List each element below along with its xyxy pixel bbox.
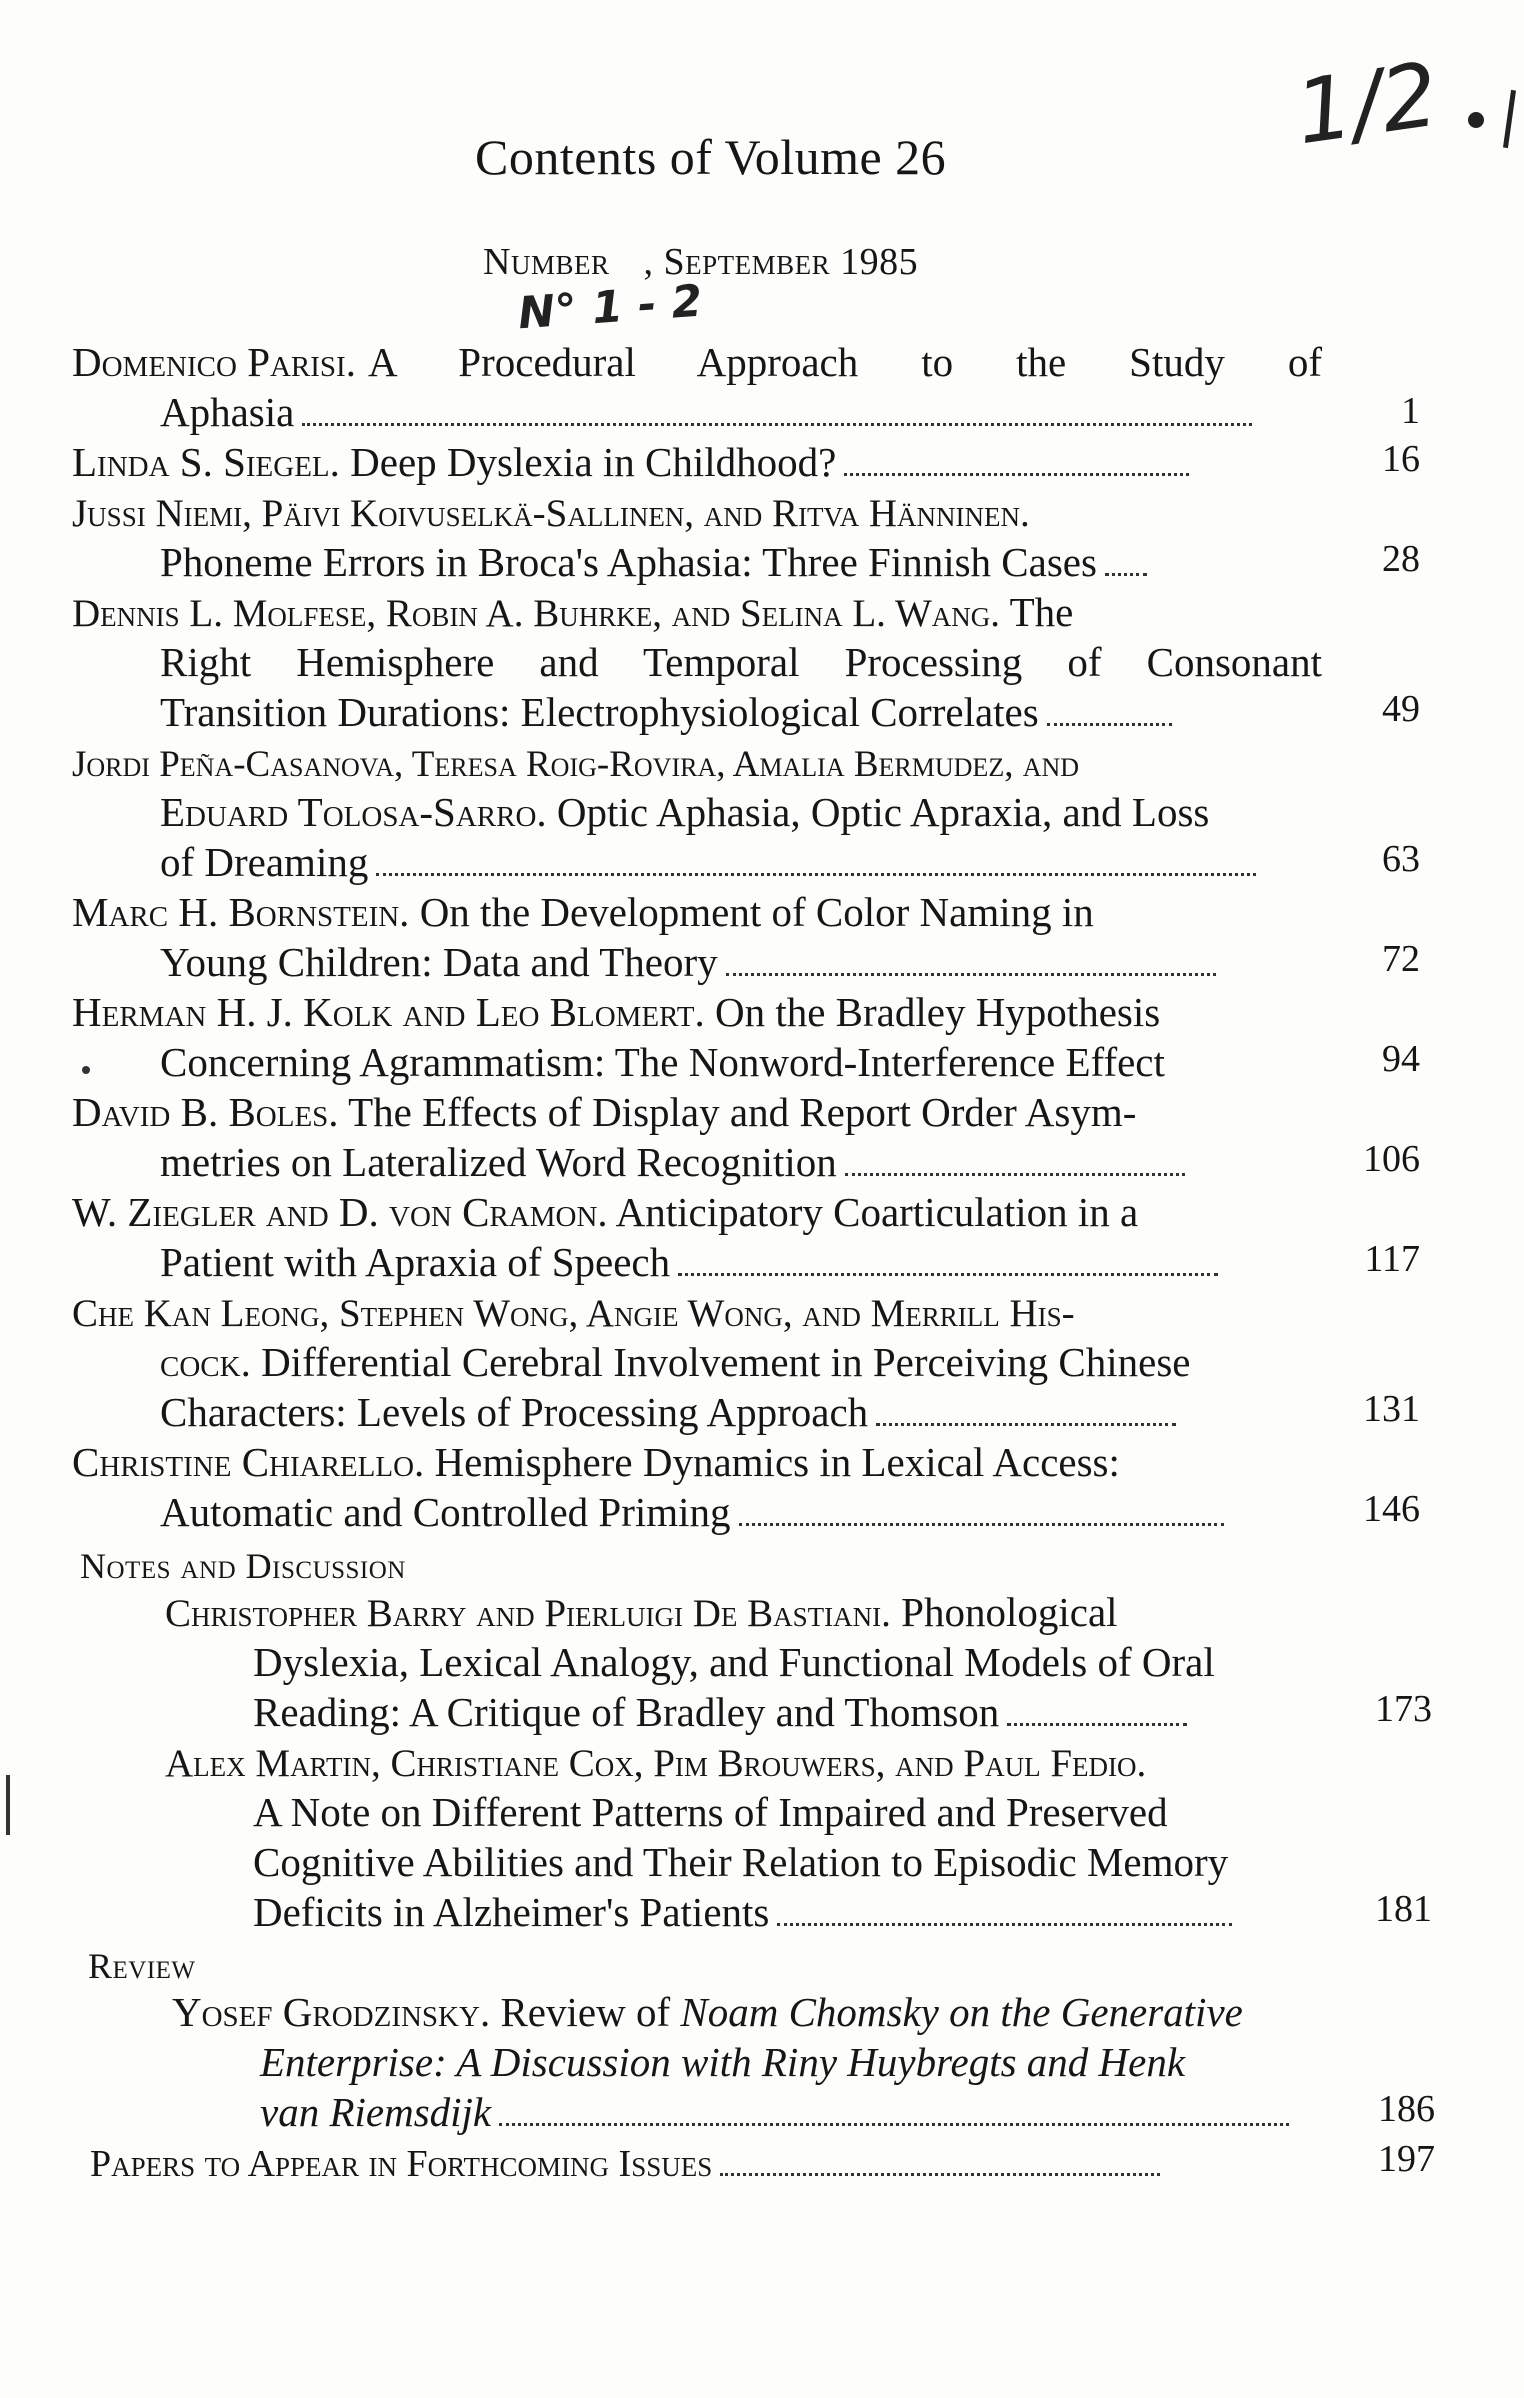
entry-page: 106 [1363,1138,1420,1180]
entry-title: Characters: Levels of Processing Approach [160,1389,869,1435]
entry-title: Reading: A Critique of Bradley and Thomson [253,1689,1000,1735]
entry-authors: Christine Chiarello. [72,1439,425,1485]
entry-page: 1 [1401,390,1420,432]
entry-authors: W. Ziegler and D. von Cramon. [72,1189,608,1235]
toc-entry[interactable] [172,1987,1337,2137]
entry-authors: Che Kan Leong, Stephen Wong, Angie Wong, and Merrill His- [72,1292,1075,1335]
toc-entry[interactable] [165,1737,1330,1937]
entry-authors: David B. Boles. [72,1089,339,1135]
entry-authors: Eduard Tolosa-Sarro. [160,789,547,835]
entry-page: 63 [1382,838,1420,880]
entry-title: Dyslexia, Lexical Analogy, and Functional Models of Oral [253,1639,1215,1685]
entry-authors: Papers to Appear in Forthcoming Issues [90,2143,713,2185]
margin-mark [6,1775,10,1835]
entry-title: A Note on Different Patterns of Impaired and Preserved [253,1789,1168,1835]
handwritten-stroke [1503,90,1516,148]
entry-title: On the Development of Color Naming in [419,889,1094,935]
toc-entry[interactable] [72,1287,1322,1437]
toc-entry[interactable] [90,2137,1335,2187]
toc-entry[interactable] [72,337,1322,437]
toc-entry[interactable] [165,1587,1330,1737]
page-title: Contents of Volume 26 [475,129,947,185]
entry-title: Optic Aphasia, Optic Apraxia, and Loss [556,789,1210,835]
entry-authors: Alex Martin, Christiane Cox, Pim Brouwers, and Paul Fedio. [165,1742,1147,1785]
entry-page: 16 [1382,438,1420,480]
issue-label: Number [483,241,610,283]
entry-page: 94 [1382,1038,1420,1080]
toc-entry[interactable] [72,887,1322,987]
entry-page: 173 [1375,1688,1432,1730]
toc-entry[interactable] [72,1437,1322,1537]
entry-title: Concerning Agrammatism: The Nonword-Interference Effect [160,1039,1165,1085]
entry-page: 197 [1378,2138,1435,2180]
entry-page: 117 [1364,1238,1420,1280]
issue-date: , September 1985 [643,241,919,283]
entry-title: Automatic and Controlled Priming [160,1489,731,1535]
entry-page: 28 [1382,538,1420,580]
entry-title: Noam Chomsky on the Generative [680,1989,1243,2035]
toc-entry[interactable] [72,987,1322,1087]
entry-page: 181 [1375,1888,1432,1930]
toc-entry[interactable] [72,487,1322,587]
entry-page: 146 [1363,1488,1420,1530]
entry-title: metries on Lateralized Word Recognition [160,1139,837,1185]
handwritten-dot [1468,112,1484,128]
entry-title: Young Children: Data and Theory [160,939,718,985]
entry-title: Anticipatory Coarticulation in a [615,1189,1139,1235]
entry-authors: Domenico Parisi. [72,339,356,385]
entry-authors: Yosef Grodzinsky. [172,1989,491,2035]
handwritten-issue-number: N° 1 - 2 [516,275,704,340]
entry-page: 131 [1363,1388,1420,1430]
entry-authors: Herman H. J. Kolk and Leo Blomert. [72,989,705,1035]
entry-title: The Effects of Display and Report Order Asym- [348,1089,1137,1135]
entry-title: Right Hemisphere and Temporal Processing of Consonant [160,639,1322,685]
entry-title: On the Bradley Hypothesis [714,989,1161,1035]
entry-title: Cognitive Abilities and Their Relation to Episodic Memory [253,1839,1229,1885]
entry-title: Hemisphere Dynamics in Lexical Access: [434,1439,1120,1485]
entry-page: 186 [1378,2088,1435,2130]
entry-authors: Jordi Peña-Casanova, Teresa Roig-Rovira, Amalia Bermudez, and [72,744,1080,785]
entry-authors: Linda S. Siegel. [72,439,340,485]
entry-authors: Jussi Niemi, Päivi Koivuselkä-Sallinen, and Ritva Hänninen. [72,492,1030,535]
entry-title: Deficits in Alzheimer's Patients [253,1889,770,1935]
entry-authors: Dennis L. Molfese, Robin A. Buhrke, and Selina L. Wang. [72,592,1001,635]
toc-entry[interactable] [72,587,1322,737]
entry-title: Phoneme Errors in Broca's Aphasia: Three Finnish Cases [160,539,1097,585]
toc-entry[interactable] [72,437,1322,487]
section-heading-review: Review [88,1946,196,1986]
entry-title: Enterprise: A Discussion with Riny Huybregts and Henk [260,2039,1186,2085]
entry-title: of Dreaming [160,839,369,885]
entry-title: A Procedural Approach to the Study of [367,339,1322,385]
handwritten-annotation: 1/2 [1289,42,1445,165]
entry-authors: Marc H. Bornstein. [72,889,410,935]
entry-title: van Riemsdijk [260,2089,492,2135]
toc-entry[interactable] [72,1087,1322,1187]
entry-authors: Christopher Barry and Pierluigi De Bastiani. [165,1592,891,1635]
entry-title: Differential Cerebral Involvement in Perceiving Chinese [261,1339,1191,1385]
entry-page: 49 [1382,688,1420,730]
toc-entry[interactable] [72,737,1322,887]
section-heading-notes: Notes and Discussion [80,1546,406,1586]
review-prefix: Review of [500,1989,671,2035]
entry-title: Transition Durations: Electrophysiological Correlates [160,689,1039,735]
entry-title: Deep Dyslexia in Childhood? [350,439,837,485]
entry-title: Phonological [901,1589,1118,1635]
toc-entry[interactable] [72,1187,1322,1287]
entry-title: Patient with Apraxia of Speech [160,1239,671,1285]
entry-title: Aphasia [160,389,295,435]
entry-title: The [1009,589,1074,635]
entry-page: 72 [1382,938,1420,980]
entry-authors: cock. [160,1339,251,1385]
issue-heading [483,240,918,284]
